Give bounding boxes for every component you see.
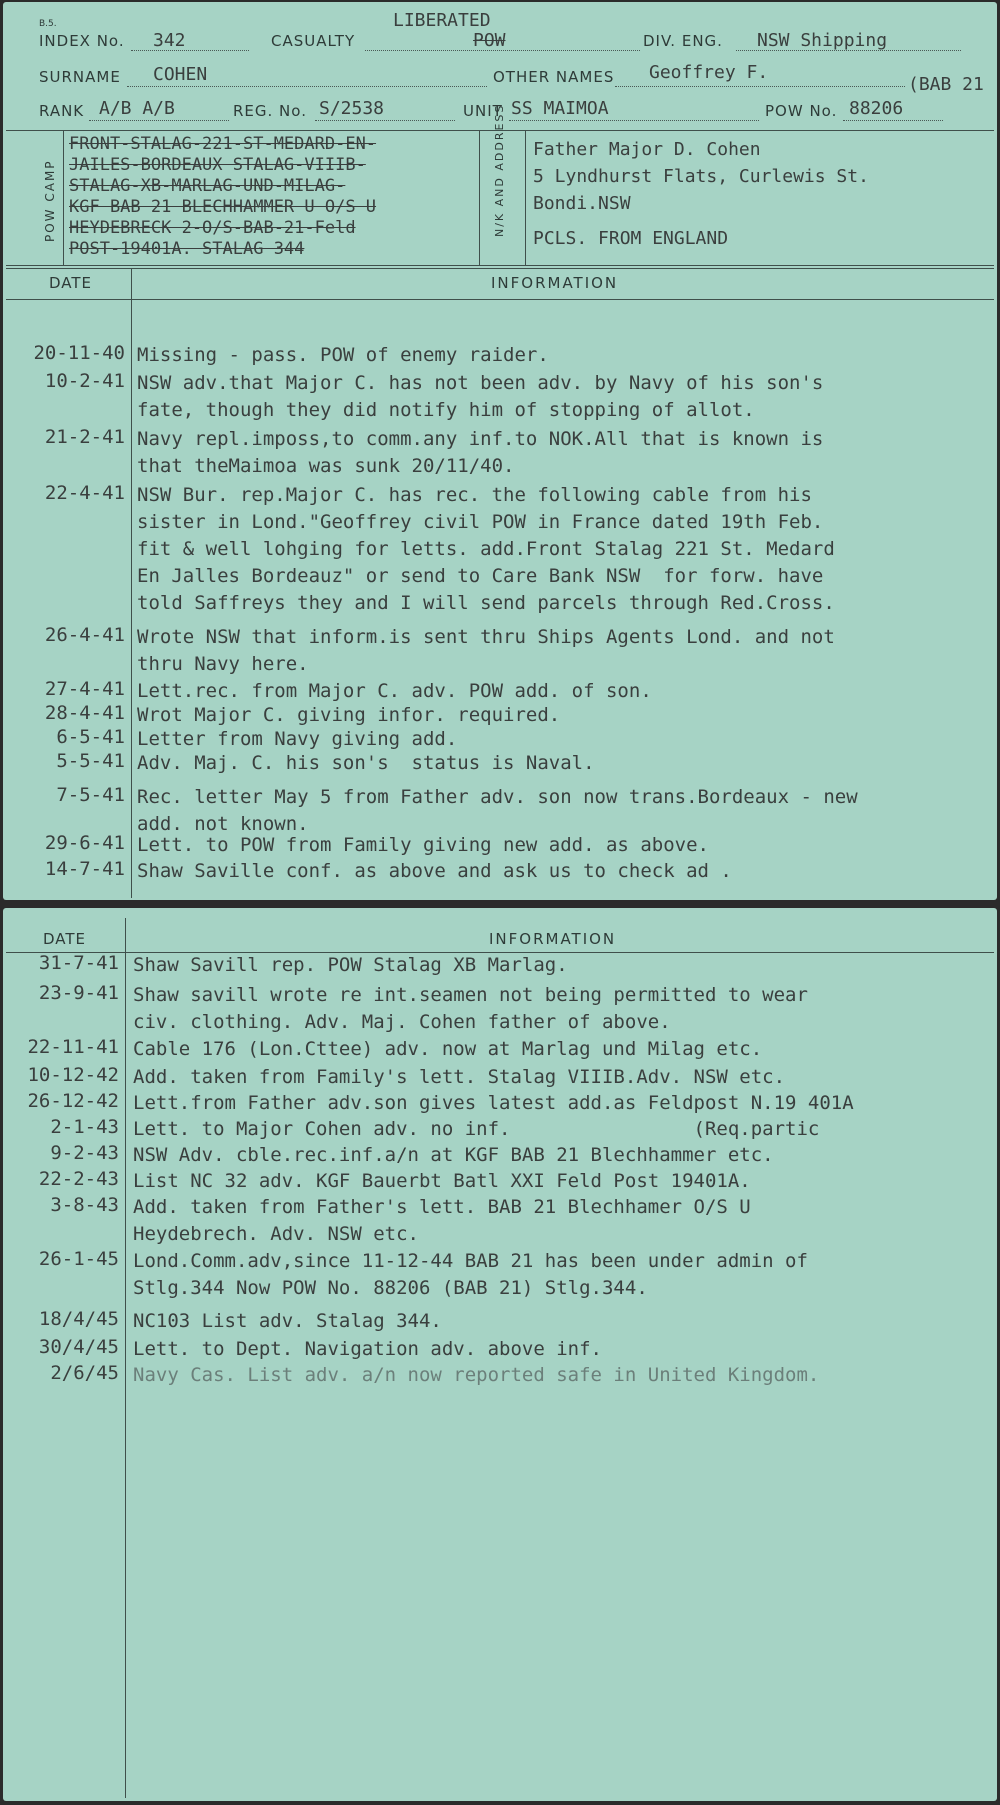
- entry-text: Shaw savill wrote re int.seamen not being permitted to wear civ. clothing. Adv. Maj. Cohen father of above.: [133, 984, 808, 1033]
- header-underline: [6, 299, 994, 300]
- entry-text: Lett.rec. from Major C. adv. POW add. of son.: [137, 680, 652, 702]
- nok-line: Bondi.NSW: [533, 193, 631, 214]
- entry-text: Navy Cas. List adv. a/n now reported safe in United Kingdom.: [133, 1364, 820, 1386]
- casualty-stamp-liberated: LIBERATED: [393, 10, 491, 31]
- camp-line: FRONT-STALAG-221-ST-MEDARD-EN-: [69, 134, 377, 154]
- entry-date: 14-7-41: [44, 858, 125, 880]
- entry-text: Lett.from Father adv.son gives latest add.as Feldpost N.19 401A: [133, 1092, 854, 1114]
- entry-text: NC103 List adv. Stalag 344.: [133, 1310, 442, 1332]
- entry-date: 26-1-45: [38, 1248, 119, 1270]
- entry-text: NSW Adv. cble.rec.inf.a/n at KGF BAB 21 Blechhammer etc.: [133, 1144, 774, 1166]
- corner-code: B.5.: [39, 19, 57, 29]
- entry-text: Lett. to Dept. Navigation adv. above inf.: [133, 1338, 602, 1360]
- unit-label: UNIT: [463, 102, 503, 120]
- date-column-divider: [131, 268, 132, 898]
- pow-camp-label: POW CAMP: [43, 159, 57, 242]
- pow-no-label: POW No.: [765, 102, 838, 120]
- section-rule-1: [6, 265, 994, 266]
- entry-text: List NC 32 adv. KGF Bauerbt Batl XXI Feld Post 19401A.: [133, 1170, 751, 1192]
- entry-date: 21-2-41: [44, 426, 125, 448]
- bab-note: (BAB 21: [908, 74, 984, 95]
- entry-text: Add. taken from Father's lett. BAB 21 Blechhamer O/S U Heydebrech. Adv. NSW etc.: [133, 1196, 751, 1245]
- entry-date: 26-12-42: [27, 1090, 119, 1112]
- date-header: DATE: [43, 930, 87, 948]
- entry-date: 28-4-41: [44, 702, 125, 724]
- entry-date: 23-9-41: [38, 982, 119, 1004]
- pow-camp-divider: [63, 130, 64, 265]
- entry-date: 22-4-41: [44, 482, 125, 504]
- nok-address-label: N/K AND ADDRESS: [493, 103, 506, 237]
- section-rule-2: [6, 268, 994, 269]
- entry-text: Adv. Maj. C. his son's status is Naval.: [137, 752, 595, 774]
- entry-text: Missing - pass. POW of enemy raider.: [137, 344, 549, 366]
- entry-date: 30/4/45: [38, 1336, 119, 1358]
- reg-no-value: S/2538: [319, 98, 385, 119]
- pow-camp-entries: [69, 134, 376, 260]
- surname-label: SURNAME: [39, 68, 121, 86]
- camp-line: KGF BAB 21 BLECHHAMMER U O/S U: [69, 197, 377, 217]
- nok-line: 5 Lyndhurst Flats, Curlewis St.: [533, 166, 869, 187]
- entry-text: Shaw Savill rep. POW Stalag XB Marlag.: [133, 954, 568, 976]
- entry-text: Wrot Major C. giving infor. required.: [137, 704, 561, 726]
- casualty-label: CASUALTY: [271, 32, 356, 50]
- pow-no-dotted-line: [843, 120, 943, 121]
- entry-date: 3-8-43: [50, 1194, 119, 1216]
- entry-text: Rec. letter May 5 from Father adv. son now trans.Bordeaux - new add. not known.: [137, 786, 858, 835]
- index-dotted-line: [131, 50, 249, 51]
- information-header: INFORMATION: [489, 930, 617, 948]
- information-header: INFORMATION: [491, 274, 619, 292]
- entry-text: Lett. to Major Cohen adv. no inf. (Req.partic: [133, 1118, 820, 1140]
- entry-date: 20-11-40: [33, 342, 125, 364]
- nok-divider-left: [479, 130, 480, 265]
- nok-address: [533, 136, 869, 252]
- entry-text: Letter from Navy giving add.: [137, 728, 458, 750]
- entry-text: NSW Bur. rep.Major C. has rec. the following cable from his sister in Lond."Geoffrey civil POW in France dated 19th Feb. fit & well lohging for letts. add.Front Stalag 221 St. Medard En Jalles Bordeauz" or send to Care Bank NSW for forw. have told Saffreys they and I will send parcels through Red.Cross.: [137, 484, 835, 614]
- camp-line: JAILES-BORDEAUX STALAG-VIIIB-: [69, 155, 366, 175]
- entry-date: 6-5-41: [56, 726, 125, 748]
- other-names-dotted-line: [615, 86, 905, 87]
- other-names-label: OTHER NAMES: [493, 68, 615, 86]
- entry-text: Cable 176 (Lon.Cttee) adv. now at Marlag und Milag etc.: [133, 1038, 763, 1060]
- entry-text: Lond.Comm.adv,since 11-12-44 BAB 21 has been under admin of Stlg.344 Now POW No. 88206 (BAB 21) Stlg.344.: [133, 1250, 808, 1299]
- division-label: DIV. ENG.: [643, 32, 723, 50]
- reg-no-label: REG. No.: [233, 102, 307, 120]
- entry-date: 22-2-43: [38, 1168, 119, 1190]
- entry-date: 10-2-41: [44, 370, 125, 392]
- entry-date: 31-7-41: [38, 952, 119, 974]
- entry-text: Add. taken from Family's lett. Stalag VIIIB.Adv. NSW etc.: [133, 1066, 786, 1088]
- entry-text: Wrote NSW that inform.is sent thru Ships Agents Lond. and not thru Navy here.: [137, 626, 835, 675]
- entry-date: 2/6/45: [50, 1362, 119, 1384]
- entry-date: 18/4/45: [38, 1308, 119, 1330]
- unit-dotted-line: [509, 120, 759, 121]
- date-header: DATE: [49, 274, 93, 292]
- index-value: 342: [153, 30, 186, 51]
- index-card-front: [3, 2, 997, 900]
- entry-text: Shaw Saville conf. as above and ask us to check ad .: [137, 860, 732, 882]
- entry-date: 10-12-42: [27, 1064, 119, 1086]
- entry-text: Navy repl.imposs,to comm.any inf.to NOK.All that is known is that theMaimoa was sunk 20/11/40.: [137, 428, 824, 477]
- entry-date: 27-4-41: [44, 678, 125, 700]
- entry-text: Lett. to POW from Family giving new add. as above.: [137, 834, 709, 856]
- surname-dotted-line: [127, 86, 487, 87]
- pow-no-value: 88206: [849, 98, 904, 119]
- surname-value: COHEN: [153, 64, 208, 85]
- unit-value: SS MAIMOA: [511, 98, 609, 119]
- camp-line: POST-19401A. STALAG 344: [69, 239, 305, 259]
- reg-no-dotted-line: [315, 120, 455, 121]
- nok-line: Father Major D. Cohen: [533, 139, 761, 160]
- entry-date: 29-6-41: [44, 832, 125, 854]
- nok-divider-right: [525, 130, 526, 265]
- entry-date: 22-11-41: [27, 1036, 119, 1058]
- index-label: INDEX No.: [39, 32, 125, 50]
- rank-label: RANK: [39, 102, 85, 120]
- index-card-back: [3, 908, 997, 1801]
- nok-line: PCLS. FROM ENGLAND: [533, 228, 729, 249]
- entry-text: NSW adv.that Major C. has not been adv. by Navy of his son's fate, though they did notify him of stopping of allot.: [137, 372, 824, 421]
- camp-line: HEYDEBRECK 2-O/S-BAB-21-Feld: [69, 218, 356, 238]
- date-column-divider: [125, 918, 126, 1798]
- entry-date: 9-2-43: [50, 1142, 119, 1164]
- rank-value: A/B A/B: [99, 98, 175, 119]
- entry-date: 7-5-41: [56, 784, 125, 806]
- entry-date: 2-1-43: [50, 1116, 119, 1138]
- casualty-value: POW: [473, 30, 506, 51]
- other-names-value: Geoffrey F.: [649, 62, 769, 83]
- division-value: NSW Shipping: [757, 30, 888, 51]
- camp-line: STALAG-XB-MARLAG-UND-MILAG-: [69, 176, 346, 196]
- entry-date: 26-4-41: [44, 624, 125, 646]
- entry-date: 5-5-41: [56, 750, 125, 772]
- rank-dotted-line: [89, 120, 229, 121]
